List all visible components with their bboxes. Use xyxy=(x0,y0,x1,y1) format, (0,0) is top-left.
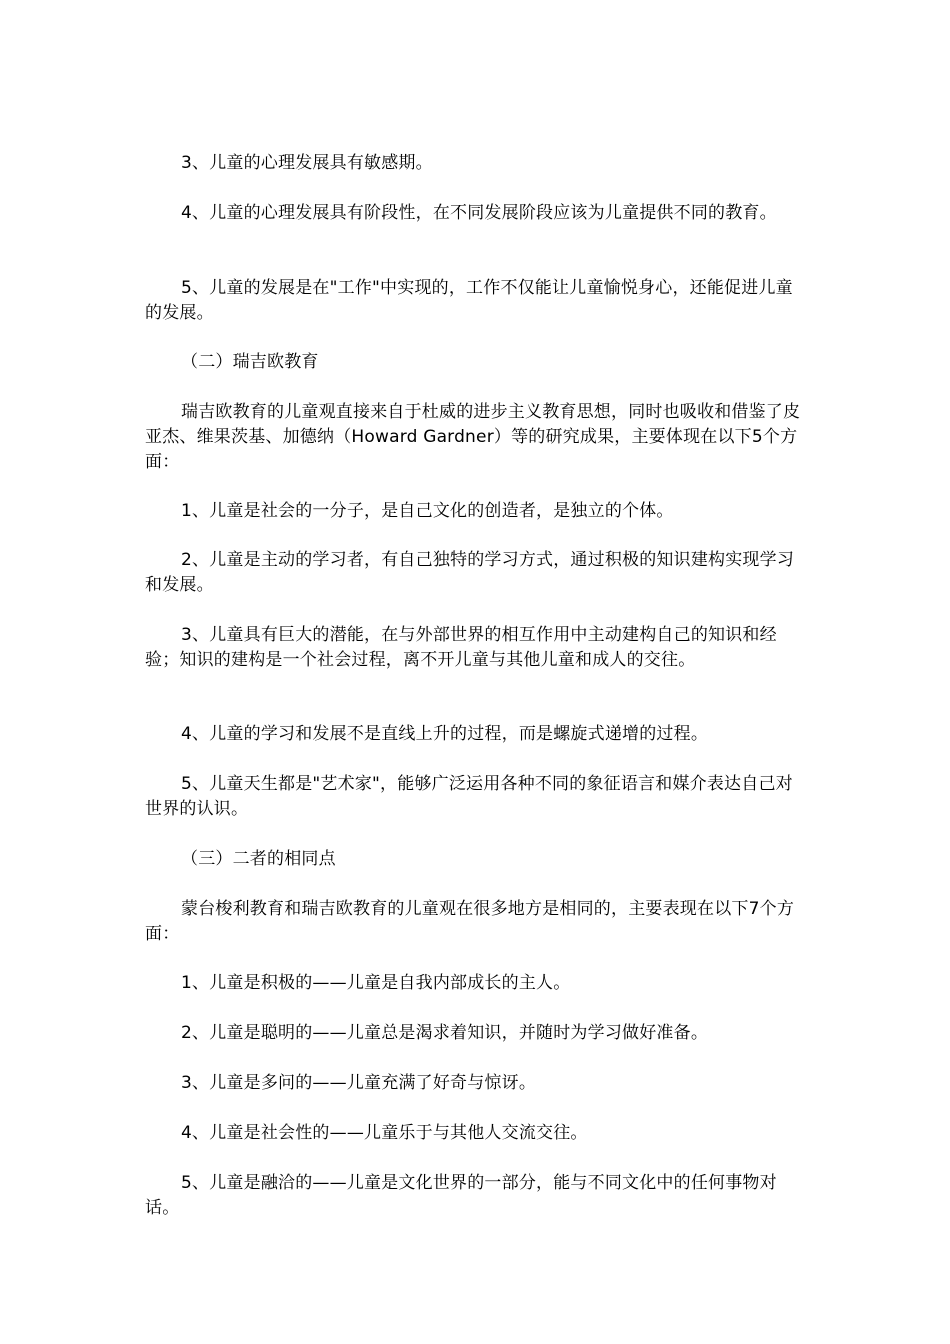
paragraph-similarity-2: 2、儿童是聪明的——儿童总是渴求着知识，并随时为学习做好准备。 xyxy=(181,1023,709,1043)
paragraph-similarity-1: 1、儿童是积极的——儿童是自我内部成长的主人。 xyxy=(181,973,571,993)
paragraph-similarity-4: 4、儿童是社会性的——儿童乐于与其他人交流交往。 xyxy=(181,1123,588,1143)
paragraph-reggio-point-1: 1、儿童是社会的一分子，是自己文化的创造者，是独立的个体。 xyxy=(181,501,674,521)
paragraph-montessori-point-3: 3、儿童的心理发展具有敏感期。 xyxy=(181,153,433,173)
section-heading-reggio: （二）瑞吉欧教育 xyxy=(181,352,319,372)
paragraph-reggio-point-3: 3、儿童具有巨大的潜能，在与外部世界的相互作用中主动建构自己的知识和经验；知识的建构是一个社会过程，离不开儿童与其他儿童和成人的交往。 xyxy=(145,625,777,670)
paragraph-montessori-point-4: 4、儿童的心理发展具有阶段性，在不同发展阶段应该为儿童提供不同的教育。 xyxy=(181,203,777,223)
paragraph-reggio-point-5: 5、儿童天生都是"艺术家"，能够广泛运用各种不同的象征语言和媒介表达自己对世界的认识。 xyxy=(145,774,793,819)
paragraph-reggio-intro: 瑞吉欧教育的儿童观直接来自于杜威的进步主义教育思想，同时也吸收和借鉴了皮亚杰、维果茨基、加德纳（Howard Gardner）等的研究成果，主要体现在以下5个方面： xyxy=(145,402,801,472)
paragraph-reggio-point-2: 2、儿童是主动的学习者，有自己独特的学习方式，通过积极的知识建构实现学习和发展。 xyxy=(145,550,795,595)
paragraph-montessori-point-5: 5、儿童的发展是在"工作"中实现的，工作不仅能让儿童愉悦身心，还能促进儿童的发展。 xyxy=(145,278,793,323)
paragraph-similarity-3: 3、儿童是多问的——儿童充满了好奇与惊讶。 xyxy=(181,1073,537,1093)
paragraph-similarities-intro: 蒙台梭利教育和瑞吉欧教育的儿童观在很多地方是相同的，主要表现在以下7个方面： xyxy=(145,899,795,944)
paragraph-similarity-5: 5、儿童是融洽的——儿童是文化世界的一部分，能与不同文化中的任何事物对话。 xyxy=(145,1173,777,1218)
section-heading-similarities: （三）二者的相同点 xyxy=(181,849,336,869)
paragraph-reggio-point-4: 4、儿童的学习和发展不是直线上升的过程，而是螺旋式递增的过程。 xyxy=(181,724,709,744)
